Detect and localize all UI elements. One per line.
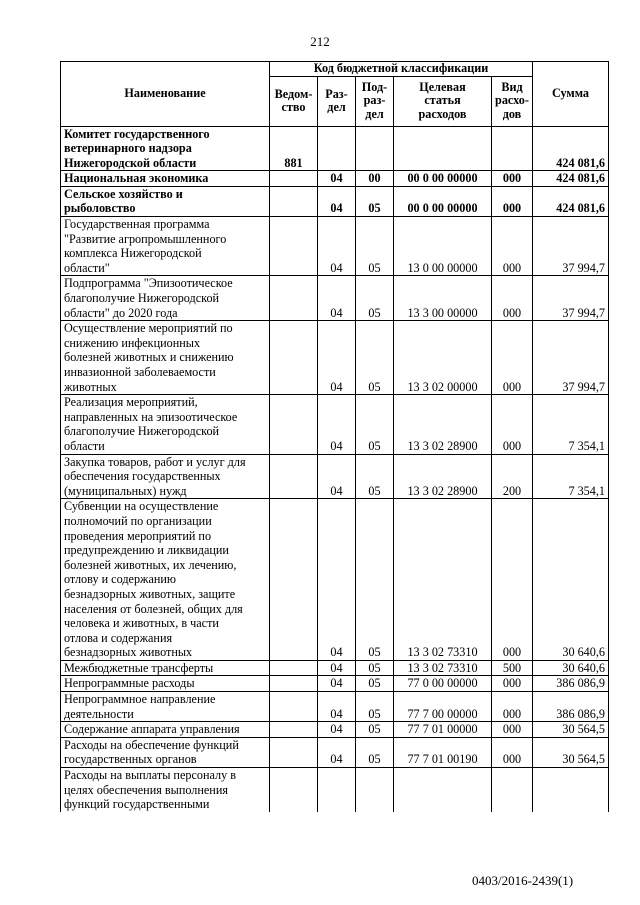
cell-tselevaya-statya: 77 7 01 00190 xyxy=(394,737,492,767)
cell-vid-raskhodov xyxy=(492,126,533,171)
table-body xyxy=(61,126,609,812)
cell-name: Содержание аппарата управления xyxy=(61,722,270,738)
cell-tselevaya-statya xyxy=(394,768,492,812)
cell-razdel: 04 xyxy=(318,676,356,692)
header-razdel: Раз- дел xyxy=(318,76,356,126)
cell-tselevaya-statya: 13 3 02 73310 xyxy=(394,660,492,676)
table-row xyxy=(61,454,609,499)
cell-summa: 30 640,6 xyxy=(533,499,609,661)
cell-podrazdel: 05 xyxy=(356,186,394,216)
cell-razdel: 04 xyxy=(318,217,356,276)
cell-razdel xyxy=(318,126,356,171)
cell-podrazdel xyxy=(356,768,394,812)
cell-podrazdel: 05 xyxy=(356,454,394,499)
cell-podrazdel: 05 xyxy=(356,276,394,321)
cell-vid-raskhodov: 000 xyxy=(492,676,533,692)
cell-tselevaya-statya: 00 0 00 00000 xyxy=(394,186,492,216)
cell-summa: 424 081,6 xyxy=(533,186,609,216)
cell-vid-raskhodov xyxy=(492,768,533,812)
cell-razdel: 04 xyxy=(318,395,356,454)
cell-podrazdel: 05 xyxy=(356,676,394,692)
cell-summa: 37 994,7 xyxy=(533,217,609,276)
table-row xyxy=(61,395,609,454)
cell-vid-raskhodov: 000 xyxy=(492,171,533,187)
cell-summa: 386 086,9 xyxy=(533,676,609,692)
cell-vid-raskhodov: 000 xyxy=(492,737,533,767)
header-podrazdel: Под- раз- дел xyxy=(356,76,394,126)
cell-vedomstvo xyxy=(270,321,318,395)
cell-summa: 424 081,6 xyxy=(533,171,609,187)
cell-razdel: 04 xyxy=(318,692,356,722)
table-row xyxy=(61,126,609,171)
table-row xyxy=(61,321,609,395)
header-summa: Сумма xyxy=(533,62,609,127)
cell-podrazdel xyxy=(356,126,394,171)
table-row xyxy=(61,186,609,216)
cell-name: Расходы на обеспечение функций государственных органов xyxy=(61,737,270,767)
cell-podrazdel: 05 xyxy=(356,722,394,738)
cell-vedomstvo xyxy=(270,454,318,499)
cell-summa: 386 086,9 xyxy=(533,692,609,722)
cell-podrazdel: 05 xyxy=(356,737,394,767)
cell-vedomstvo: 881 xyxy=(270,126,318,171)
cell-name: Государственная программа "Развитие агропромышленного комплекса Нижегородской области" xyxy=(61,217,270,276)
table-row xyxy=(61,676,609,692)
table-row xyxy=(61,722,609,738)
cell-podrazdel: 05 xyxy=(356,395,394,454)
cell-razdel: 04 xyxy=(318,321,356,395)
cell-podrazdel: 05 xyxy=(356,692,394,722)
cell-razdel: 04 xyxy=(318,660,356,676)
cell-name: Субвенции на осуществление полномочий по организации проведения мероприятий по предупреждению и ликвидации болезней животных, их лечению, отлову и содержанию безнадзорных животных, защите населения от болезней, общих для человека и животных, в части отлова и содержания безнадзорных животных xyxy=(61,499,270,661)
cell-name: Комитет государственного ветеринарного надзора Нижегородской области xyxy=(61,126,270,171)
page-number: 212 xyxy=(310,34,330,49)
cell-vedomstvo xyxy=(270,722,318,738)
cell-name: Сельское хозяйство и рыболовство xyxy=(61,186,270,216)
header-vid-raskhodov: Вид расхо- дов xyxy=(492,76,533,126)
cell-name: Национальная экономика xyxy=(61,171,270,187)
cell-summa: 30 640,6 xyxy=(533,660,609,676)
cell-tselevaya-statya: 00 0 00 00000 xyxy=(394,171,492,187)
document-code: 0403/2016-2439(1) xyxy=(472,873,574,888)
cell-vid-raskhodov: 000 xyxy=(492,722,533,738)
header-kbk: Код бюджетной классификации xyxy=(270,62,533,77)
table-row xyxy=(61,499,609,661)
cell-vid-raskhodov: 000 xyxy=(492,692,533,722)
cell-vedomstvo xyxy=(270,171,318,187)
cell-razdel: 04 xyxy=(318,722,356,738)
cell-podrazdel: 05 xyxy=(356,499,394,661)
cell-razdel: 04 xyxy=(318,499,356,661)
cell-vid-raskhodov: 000 xyxy=(492,321,533,395)
cell-tselevaya-statya: 13 3 00 00000 xyxy=(394,276,492,321)
header-name: Наименование xyxy=(61,62,270,127)
cell-name: Осуществление мероприятий по снижению инфекционных болезней животных и снижению инвазионной заболеваемости животных xyxy=(61,321,270,395)
cell-summa: 424 081,6 xyxy=(533,126,609,171)
cell-name: Закупка товаров, работ и услуг для обеспечения государственных (муниципальных) нужд xyxy=(61,454,270,499)
cell-razdel: 04 xyxy=(318,737,356,767)
cell-vedomstvo xyxy=(270,676,318,692)
cell-tselevaya-statya: 13 3 02 28900 xyxy=(394,395,492,454)
cell-vedomstvo xyxy=(270,768,318,812)
cell-tselevaya-statya: 77 0 00 00000 xyxy=(394,676,492,692)
cell-vedomstvo xyxy=(270,276,318,321)
cell-tselevaya-statya: 13 3 02 00000 xyxy=(394,321,492,395)
cell-vedomstvo xyxy=(270,186,318,216)
cell-podrazdel: 05 xyxy=(356,321,394,395)
cell-razdel: 04 xyxy=(318,454,356,499)
cell-vedomstvo xyxy=(270,217,318,276)
cell-summa: 7 354,1 xyxy=(533,395,609,454)
cell-name: Подпрограмма "Эпизоотическое благополучие Нижегородской области" до 2020 года xyxy=(61,276,270,321)
cell-vedomstvo xyxy=(270,499,318,661)
cell-name: Реализация мероприятий, направленных на эпизоотическое благополучие Нижегородской области xyxy=(61,395,270,454)
cell-podrazdel: 05 xyxy=(356,217,394,276)
header-vedomstvo: Ведом- ство xyxy=(270,76,318,126)
cell-tselevaya-statya: 77 7 00 00000 xyxy=(394,692,492,722)
cell-vid-raskhodov: 000 xyxy=(492,276,533,321)
table-row xyxy=(61,276,609,321)
cell-name: Непрограммные расходы xyxy=(61,676,270,692)
cell-summa: 37 994,7 xyxy=(533,321,609,395)
cell-summa: 30 564,5 xyxy=(533,737,609,767)
cell-tselevaya-statya: 13 0 00 00000 xyxy=(394,217,492,276)
cell-name: Непрограммное направление деятельности xyxy=(61,692,270,722)
cell-vid-raskhodov: 000 xyxy=(492,499,533,661)
table-row xyxy=(61,768,609,812)
table-row xyxy=(61,217,609,276)
table-row xyxy=(61,171,609,187)
table-row xyxy=(61,692,609,722)
cell-tselevaya-statya: 13 3 02 28900 xyxy=(394,454,492,499)
cell-tselevaya-statya xyxy=(394,126,492,171)
cell-podrazdel: 00 xyxy=(356,171,394,187)
cell-vid-raskhodov: 000 xyxy=(492,395,533,454)
cell-vedomstvo xyxy=(270,660,318,676)
cell-name: Межбюджетные трансферты xyxy=(61,660,270,676)
cell-vedomstvo xyxy=(270,737,318,767)
cell-summa: 37 994,7 xyxy=(533,276,609,321)
cell-razdel xyxy=(318,768,356,812)
cell-tselevaya-statya: 77 7 01 00000 xyxy=(394,722,492,738)
cell-podrazdel: 05 xyxy=(356,660,394,676)
cell-vid-raskhodov: 000 xyxy=(492,217,533,276)
budget-table xyxy=(60,61,609,812)
header-tselevaya-statya: Целевая статья расходов xyxy=(394,76,492,126)
cell-tselevaya-statya: 13 3 02 73310 xyxy=(394,499,492,661)
cell-razdel: 04 xyxy=(318,276,356,321)
cell-razdel: 04 xyxy=(318,171,356,187)
table-row xyxy=(61,660,609,676)
cell-vid-raskhodov: 500 xyxy=(492,660,533,676)
cell-vid-raskhodov: 000 xyxy=(492,186,533,216)
cell-vedomstvo xyxy=(270,395,318,454)
cell-summa xyxy=(533,768,609,812)
cell-summa: 30 564,5 xyxy=(533,722,609,738)
cell-vid-raskhodov: 200 xyxy=(492,454,533,499)
cell-vedomstvo xyxy=(270,692,318,722)
cell-summa: 7 354,1 xyxy=(533,454,609,499)
cell-razdel: 04 xyxy=(318,186,356,216)
table-row xyxy=(61,737,609,767)
cell-name: Расходы на выплаты персоналу в целях обеспечения выполнения функций государственными xyxy=(61,768,270,812)
